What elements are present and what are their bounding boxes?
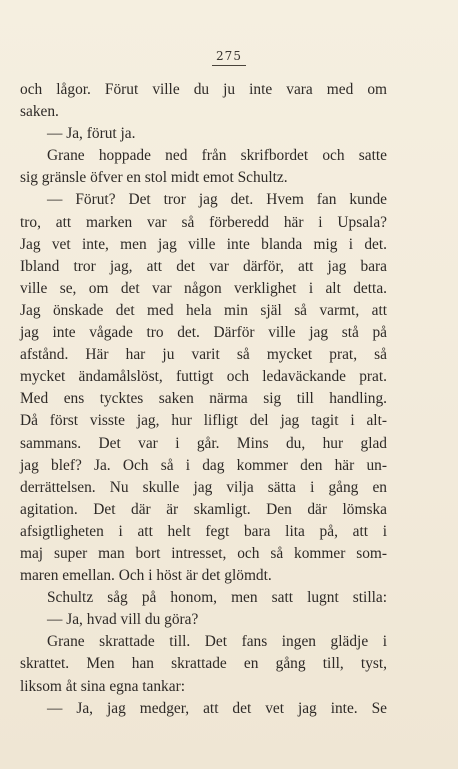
text-line: agitation. Det där är skamligt. Den där lömska — [20, 500, 387, 518]
text-line: afsigtligheten i att helt fegt bara lita på, att i — [20, 522, 387, 540]
text-line: Jag vet inte, men jag ville inte blanda mig i det. — [20, 235, 387, 253]
text-line: Grane skrattade till. Det fans ingen glädje i — [47, 633, 387, 651]
text-line: Schultz såg på honom, men satt lugnt stilla: — [47, 589, 387, 607]
text-line: saken. — [20, 103, 59, 121]
body-text — [20, 79, 387, 720]
text-line: — Ja, hvad vill du göra? — [47, 611, 199, 629]
text-line: — Ja, förut ja. — [47, 125, 136, 143]
text-line: ville se, om det var någon verklighet i alt detta. — [20, 279, 387, 297]
text-line: Grane hoppade ned från skrifbordet och satte — [47, 147, 387, 165]
text-line: — Förut? Det tror jag det. Hvem fan kunde — [47, 191, 387, 209]
page-header — [0, 47, 458, 66]
text-line: — Ja, jag medger, att det vet jag inte. Se — [47, 699, 387, 717]
text-line: mycket ändamålslöst, futtigt och ledaväckande prat. — [20, 368, 387, 386]
text-line: Då först visste jag, hur lifligt del jag tagit i alt- — [20, 412, 387, 430]
text-line: sammans. Det var i går. Mins du, hur glad — [20, 434, 387, 452]
text-line: derrättelsen. Nu skulle jag vilja sätta i gång en — [20, 478, 387, 496]
text-line: jag blef? Ja. Och så i dag kommer den här un- — [20, 456, 387, 474]
text-line: sig gränsle öfver en stol midt emot Schultz. — [20, 169, 288, 187]
text-line: maj super man bort intresset, och så kommer som- — [20, 544, 387, 562]
text-line: Ibland tror jag, att det var därför, att jag bara — [20, 257, 387, 275]
text-line: jag inte vågade tro det. Därför ville jag stå på — [20, 324, 387, 342]
text-line: Jag önskade det med hela min själ så varmt, att — [20, 301, 387, 319]
text-line: afstånd. Här har ju varit så mycket prat, så — [20, 346, 387, 364]
text-line: Med ens tycktes saken närma sig till handling. — [20, 390, 387, 408]
text-line: skrattet. Men han skrattade en gång till, tyst, — [20, 655, 387, 673]
text-line: liksom åt sina egna tankar: — [20, 677, 185, 695]
text-line: tro, att marken var så förberedd här i Upsala? — [20, 213, 387, 231]
page-number: 275 — [212, 49, 246, 66]
text-line: maren emellan. Och i höst är det glömdt. — [20, 567, 272, 585]
text-line: och lågor. Förut ville du ju inte vara med om — [20, 81, 387, 98]
